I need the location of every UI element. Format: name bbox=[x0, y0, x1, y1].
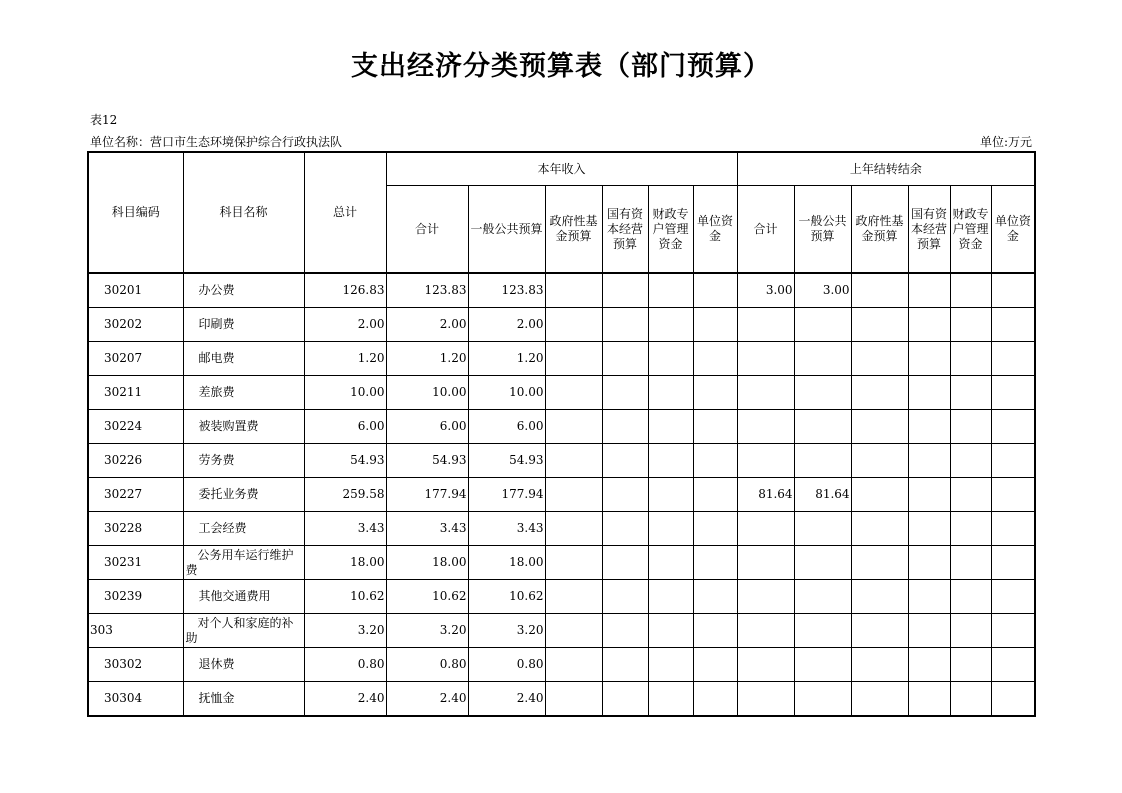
cell-co-special bbox=[950, 376, 991, 410]
cell-code: 30304 bbox=[88, 682, 183, 717]
table-row bbox=[88, 648, 1035, 682]
cell-cy-fund bbox=[545, 580, 602, 614]
table-row bbox=[88, 478, 1035, 512]
cell-co-unit bbox=[991, 410, 1035, 444]
cell-co-fund bbox=[851, 444, 908, 478]
cell-cy-state bbox=[602, 478, 648, 512]
cell-co-special bbox=[950, 444, 991, 478]
header-cy-fund: 政府性基金预算 bbox=[545, 186, 602, 274]
cell-name: 公务用车运行维护费 bbox=[183, 546, 304, 580]
cell-co-total bbox=[737, 580, 794, 614]
cell-cy-fund bbox=[545, 273, 602, 308]
cell-cy-unit bbox=[693, 444, 737, 478]
cell-total: 2.40 bbox=[304, 682, 386, 717]
cell-cy-general: 10.62 bbox=[468, 580, 545, 614]
cell-co-state bbox=[908, 512, 950, 546]
cell-co-general bbox=[794, 308, 851, 342]
cell-cy-total: 0.80 bbox=[386, 648, 468, 682]
cell-name: 邮电费 bbox=[183, 342, 304, 376]
cell-cy-general: 0.80 bbox=[468, 648, 545, 682]
cell-co-state bbox=[908, 546, 950, 580]
cell-cy-fund bbox=[545, 410, 602, 444]
cell-co-unit bbox=[991, 648, 1035, 682]
cell-co-general: 81.64 bbox=[794, 478, 851, 512]
cell-total: 259.58 bbox=[304, 478, 386, 512]
cell-co-total bbox=[737, 648, 794, 682]
cell-cy-general: 10.00 bbox=[468, 376, 545, 410]
cell-cy-total: 2.40 bbox=[386, 682, 468, 717]
cell-cy-unit bbox=[693, 410, 737, 444]
cell-co-general bbox=[794, 546, 851, 580]
cell-cy-state bbox=[602, 648, 648, 682]
header-co-fund: 政府性基金预算 bbox=[851, 186, 908, 274]
cell-code: 30227 bbox=[88, 478, 183, 512]
cell-co-unit bbox=[991, 444, 1035, 478]
unit-name: 单位名称：营口市生态环境保护综合行政执法队 bbox=[90, 135, 343, 149]
cell-code: 30228 bbox=[88, 512, 183, 546]
header-co-unit: 单位资金 bbox=[991, 186, 1035, 274]
cell-cy-general: 2.40 bbox=[468, 682, 545, 717]
cell-cy-fund bbox=[545, 546, 602, 580]
table-row bbox=[88, 410, 1035, 444]
cell-co-total bbox=[737, 614, 794, 648]
cell-co-fund bbox=[851, 512, 908, 546]
cell-cy-total: 3.43 bbox=[386, 512, 468, 546]
cell-cy-unit bbox=[693, 342, 737, 376]
cell-cy-general: 123.83 bbox=[468, 273, 545, 308]
cell-co-total bbox=[737, 546, 794, 580]
header-current-year: 本年收入 bbox=[386, 152, 737, 186]
cell-co-total bbox=[737, 342, 794, 376]
cell-co-general bbox=[794, 444, 851, 478]
cell-cy-special bbox=[648, 682, 693, 717]
header-co-special: 财政专户管理资金 bbox=[950, 186, 991, 274]
cell-cy-special bbox=[648, 308, 693, 342]
cell-cy-special bbox=[648, 478, 693, 512]
cell-name: 委托业务费 bbox=[183, 478, 304, 512]
cell-cy-unit bbox=[693, 478, 737, 512]
cell-co-fund bbox=[851, 614, 908, 648]
cell-cy-state bbox=[602, 342, 648, 376]
cell-total: 0.80 bbox=[304, 648, 386, 682]
cell-co-unit bbox=[991, 512, 1035, 546]
cell-co-total: 3.00 bbox=[737, 273, 794, 308]
cell-total: 3.20 bbox=[304, 614, 386, 648]
cell-cy-special bbox=[648, 376, 693, 410]
cell-co-special bbox=[950, 273, 991, 308]
header-total: 总计 bbox=[304, 152, 386, 273]
cell-co-special bbox=[950, 308, 991, 342]
table-row bbox=[88, 342, 1035, 376]
cell-cy-unit bbox=[693, 512, 737, 546]
cell-total: 3.43 bbox=[304, 512, 386, 546]
cell-cy-general: 1.20 bbox=[468, 342, 545, 376]
cell-co-state bbox=[908, 614, 950, 648]
cell-cy-special bbox=[648, 546, 693, 580]
table-row bbox=[88, 273, 1035, 308]
header-cy-state: 国有资本经营预算 bbox=[602, 186, 648, 274]
cell-name: 被装购置费 bbox=[183, 410, 304, 444]
cell-name: 对个人和家庭的补助 bbox=[183, 614, 304, 648]
cell-cy-total: 10.00 bbox=[386, 376, 468, 410]
cell-cy-unit bbox=[693, 273, 737, 308]
cell-code: 30201 bbox=[88, 273, 183, 308]
cell-total: 1.20 bbox=[304, 342, 386, 376]
cell-cy-unit bbox=[693, 682, 737, 717]
page-title: 支出经济分类预算表（部门预算） bbox=[351, 51, 771, 82]
cell-co-state bbox=[908, 376, 950, 410]
cell-cy-special bbox=[648, 410, 693, 444]
cell-cy-special bbox=[648, 273, 693, 308]
cell-co-unit bbox=[991, 478, 1035, 512]
table-row bbox=[88, 444, 1035, 478]
cell-cy-unit bbox=[693, 308, 737, 342]
cell-co-state bbox=[908, 478, 950, 512]
cell-co-state bbox=[908, 444, 950, 478]
cell-name: 办公费 bbox=[183, 273, 304, 308]
cell-code: 303 bbox=[88, 614, 183, 648]
cell-code: 30202 bbox=[88, 308, 183, 342]
cell-cy-fund bbox=[545, 342, 602, 376]
cell-name: 抚恤金 bbox=[183, 682, 304, 717]
cell-co-general bbox=[794, 580, 851, 614]
cell-total: 126.83 bbox=[304, 273, 386, 308]
cell-cy-state bbox=[602, 273, 648, 308]
cell-co-state bbox=[908, 342, 950, 376]
cell-total: 18.00 bbox=[304, 546, 386, 580]
table-row bbox=[88, 376, 1035, 410]
cell-name: 退休费 bbox=[183, 648, 304, 682]
cell-co-state bbox=[908, 308, 950, 342]
cell-co-general bbox=[794, 410, 851, 444]
cell-cy-state bbox=[602, 546, 648, 580]
cell-cy-unit bbox=[693, 546, 737, 580]
cell-cy-state bbox=[602, 512, 648, 546]
cell-total: 6.00 bbox=[304, 410, 386, 444]
cell-co-state bbox=[908, 682, 950, 717]
cell-name: 印刷费 bbox=[183, 308, 304, 342]
cell-co-state bbox=[908, 410, 950, 444]
cell-name: 工会经费 bbox=[183, 512, 304, 546]
header-co-state: 国有资本经营预算 bbox=[908, 186, 950, 274]
cell-cy-special bbox=[648, 648, 693, 682]
cell-co-unit bbox=[991, 546, 1035, 580]
cell-code: 30231 bbox=[88, 546, 183, 580]
cell-co-unit bbox=[991, 614, 1035, 648]
header-co-general: 一般公共预算 bbox=[794, 186, 851, 274]
cell-co-general bbox=[794, 512, 851, 546]
cell-cy-fund bbox=[545, 308, 602, 342]
cell-co-unit bbox=[991, 342, 1035, 376]
cell-name: 差旅费 bbox=[183, 376, 304, 410]
cell-cy-total: 10.62 bbox=[386, 580, 468, 614]
cell-co-general bbox=[794, 342, 851, 376]
cell-co-unit bbox=[991, 273, 1035, 308]
cell-code: 30302 bbox=[88, 648, 183, 682]
budget-table bbox=[87, 151, 1036, 717]
cell-cy-state bbox=[602, 410, 648, 444]
cell-co-special bbox=[950, 580, 991, 614]
cell-co-special bbox=[950, 478, 991, 512]
cell-cy-state bbox=[602, 580, 648, 614]
cell-total: 10.00 bbox=[304, 376, 386, 410]
cell-cy-state bbox=[602, 376, 648, 410]
cell-co-unit bbox=[991, 376, 1035, 410]
cell-co-special bbox=[950, 512, 991, 546]
cell-co-special bbox=[950, 546, 991, 580]
cell-cy-state bbox=[602, 444, 648, 478]
table-row bbox=[88, 682, 1035, 717]
cell-cy-general: 3.43 bbox=[468, 512, 545, 546]
cell-co-special bbox=[950, 614, 991, 648]
cell-cy-special bbox=[648, 342, 693, 376]
header-name: 科目名称 bbox=[183, 152, 304, 273]
cell-cy-fund bbox=[545, 614, 602, 648]
header-carryover: 上年结转结余 bbox=[737, 152, 1035, 186]
cell-code: 30226 bbox=[88, 444, 183, 478]
budget-table-body bbox=[88, 273, 1035, 716]
cell-cy-general: 177.94 bbox=[468, 478, 545, 512]
cell-co-unit bbox=[991, 308, 1035, 342]
cell-cy-state bbox=[602, 614, 648, 648]
cell-cy-special bbox=[648, 444, 693, 478]
table-row bbox=[88, 308, 1035, 342]
cell-cy-fund bbox=[545, 444, 602, 478]
cell-co-fund bbox=[851, 478, 908, 512]
cell-cy-fund bbox=[545, 682, 602, 717]
cell-name: 其他交通费用 bbox=[183, 580, 304, 614]
cell-code: 30224 bbox=[88, 410, 183, 444]
cell-total: 10.62 bbox=[304, 580, 386, 614]
cell-cy-total: 3.20 bbox=[386, 614, 468, 648]
cell-cy-special bbox=[648, 580, 693, 614]
cell-cy-fund bbox=[545, 648, 602, 682]
header-co-total: 合计 bbox=[737, 186, 794, 274]
header-cy-total: 合计 bbox=[386, 186, 468, 274]
unit-label: 单位:万元 bbox=[979, 135, 1032, 149]
cell-cy-state bbox=[602, 682, 648, 717]
cell-cy-total: 6.00 bbox=[386, 410, 468, 444]
header-cy-special: 财政专户管理资金 bbox=[648, 186, 693, 274]
cell-cy-special bbox=[648, 614, 693, 648]
cell-co-general: 3.00 bbox=[794, 273, 851, 308]
cell-total: 54.93 bbox=[304, 444, 386, 478]
cell-co-fund bbox=[851, 342, 908, 376]
cell-co-total: 81.64 bbox=[737, 478, 794, 512]
cell-cy-unit bbox=[693, 648, 737, 682]
cell-cy-total: 54.93 bbox=[386, 444, 468, 478]
cell-co-special bbox=[950, 682, 991, 717]
cell-co-fund bbox=[851, 546, 908, 580]
cell-name: 劳务费 bbox=[183, 444, 304, 478]
cell-cy-unit bbox=[693, 376, 737, 410]
cell-co-total bbox=[737, 410, 794, 444]
cell-co-fund bbox=[851, 648, 908, 682]
cell-total: 2.00 bbox=[304, 308, 386, 342]
cell-co-state bbox=[908, 273, 950, 308]
cell-cy-unit bbox=[693, 580, 737, 614]
cell-cy-general: 54.93 bbox=[468, 444, 545, 478]
cell-cy-special bbox=[648, 512, 693, 546]
cell-cy-state bbox=[602, 308, 648, 342]
cell-co-unit bbox=[991, 580, 1035, 614]
header-code: 科目编码 bbox=[88, 152, 183, 273]
cell-co-total bbox=[737, 308, 794, 342]
cell-co-state bbox=[908, 580, 950, 614]
cell-co-total bbox=[737, 376, 794, 410]
cell-cy-total: 123.83 bbox=[386, 273, 468, 308]
cell-cy-fund bbox=[545, 478, 602, 512]
cell-code: 30239 bbox=[88, 580, 183, 614]
cell-co-state bbox=[908, 648, 950, 682]
cell-co-general bbox=[794, 648, 851, 682]
cell-co-fund bbox=[851, 376, 908, 410]
table-row bbox=[88, 614, 1035, 648]
cell-co-fund bbox=[851, 580, 908, 614]
cell-co-general bbox=[794, 614, 851, 648]
cell-co-general bbox=[794, 682, 851, 717]
cell-cy-total: 18.00 bbox=[386, 546, 468, 580]
cell-co-special bbox=[950, 342, 991, 376]
table-row bbox=[88, 546, 1035, 580]
table-number: 表12 bbox=[90, 113, 118, 127]
cell-cy-general: 18.00 bbox=[468, 546, 545, 580]
cell-co-unit bbox=[991, 682, 1035, 717]
cell-cy-fund bbox=[545, 376, 602, 410]
cell-co-fund bbox=[851, 308, 908, 342]
cell-co-total bbox=[737, 444, 794, 478]
table-row bbox=[88, 512, 1035, 546]
cell-cy-general: 6.00 bbox=[468, 410, 545, 444]
cell-co-special bbox=[950, 410, 991, 444]
cell-cy-total: 177.94 bbox=[386, 478, 468, 512]
cell-co-fund bbox=[851, 410, 908, 444]
cell-code: 30207 bbox=[88, 342, 183, 376]
cell-cy-unit bbox=[693, 614, 737, 648]
table-row bbox=[88, 580, 1035, 614]
cell-cy-total: 2.00 bbox=[386, 308, 468, 342]
cell-co-total bbox=[737, 512, 794, 546]
cell-cy-total: 1.20 bbox=[386, 342, 468, 376]
cell-co-fund bbox=[851, 273, 908, 308]
cell-cy-general: 3.20 bbox=[468, 614, 545, 648]
cell-co-special bbox=[950, 648, 991, 682]
cell-co-total bbox=[737, 682, 794, 717]
cell-cy-general: 2.00 bbox=[468, 308, 545, 342]
cell-code: 30211 bbox=[88, 376, 183, 410]
cell-co-fund bbox=[851, 682, 908, 717]
header-cy-general: 一般公共预算 bbox=[468, 186, 545, 274]
cell-cy-fund bbox=[545, 512, 602, 546]
cell-co-general bbox=[794, 376, 851, 410]
header-cy-unit: 单位资金 bbox=[693, 186, 737, 274]
